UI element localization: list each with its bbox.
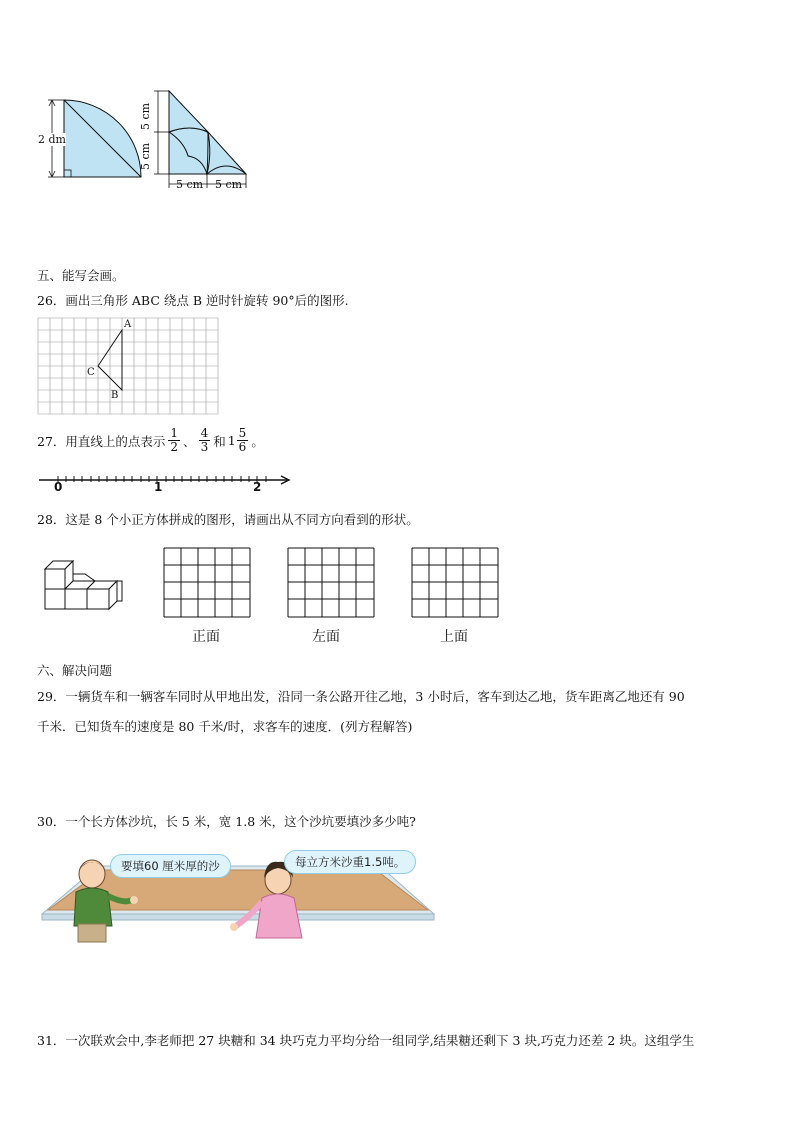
question-26-text: 26．画出三角形 ABC 绕点 B 逆时针旋转 90°后的图形. (37, 293, 349, 308)
left-view-grid (287, 547, 375, 618)
q26-grid (37, 317, 219, 415)
dimension-label-2dm: 2 dm (38, 133, 66, 146)
q27-prefix: 27．用直线上的点表示 (37, 433, 166, 449)
dimension-label-lower: 5 cm (139, 142, 152, 170)
caption-top-view: 上面 (440, 629, 468, 645)
mixed-whole: 1 (227, 433, 236, 448)
top-view-grid (411, 547, 499, 618)
speech-bubble-right: 每立方米沙重1.5吨。 (284, 850, 416, 874)
tick-label-0: 0 (54, 480, 63, 494)
question-27-text: 27．用直线上的点表示 $\frac{1}{2}$ 、 $\frac{4}{3}$ 和 1 $\frac{5}{6}$ 。 (37, 426, 264, 454)
section-five-title: 五、能写会画。 (37, 268, 125, 283)
fraction-four-thirds: $\frac{4}{3}$ (200, 426, 209, 454)
question-31-text: 31．一次联欢会中,李老师把 27 块糖和 34 块巧克力平均分给一组同学,结果糖还剩下 3 块,巧克力还差 2 块。这组学生 (37, 1033, 695, 1048)
section-six-title: 六、解决问题 (37, 663, 113, 678)
front-view-grid (163, 547, 251, 618)
question-30-text: 30．一个长方体沙坑，长 5 米，宽 1.8 米，这个沙坑要填沙多少吨? (37, 814, 416, 829)
tick-label-1: 1 (154, 480, 163, 494)
dimension-label-bottom-left: 5 cm (176, 178, 204, 191)
fraction-five-sixths: $\frac{5}{6}$ (238, 426, 247, 454)
cube-stack-figure (44, 556, 124, 612)
point-b-label: B (111, 390, 119, 401)
dimension-label-upper: 5 cm (139, 102, 152, 130)
question-28-text: 28．这是 8 个小正方体拼成的图形，请画出从不同方向看到的形状。 (37, 512, 419, 527)
caption-left-view: 左面 (312, 629, 340, 645)
sandpit-illustration (40, 844, 436, 948)
question-29-line1: 29．一辆货车和一辆客车同时从甲地出发，沿同一条公路开往乙地，3 小时后，客车到达乙地，货车距离乙地还有 90 (37, 689, 685, 704)
point-a-label: A (124, 319, 132, 330)
speech-bubble-left: 要填60 厘米厚的沙 (110, 854, 231, 878)
fraction-one-half: $\frac{1}{2}$ (170, 426, 179, 454)
point-c-label: C (87, 367, 95, 378)
tick-label-2: 2 (253, 480, 262, 494)
caption-front-view: 正面 (192, 629, 220, 645)
question-29-line2: 千米．已知货车的速度是 80 千米/时，求客车的速度．(列方程解答) (37, 719, 413, 734)
dimension-label-bottom-right: 5 cm (215, 178, 243, 191)
